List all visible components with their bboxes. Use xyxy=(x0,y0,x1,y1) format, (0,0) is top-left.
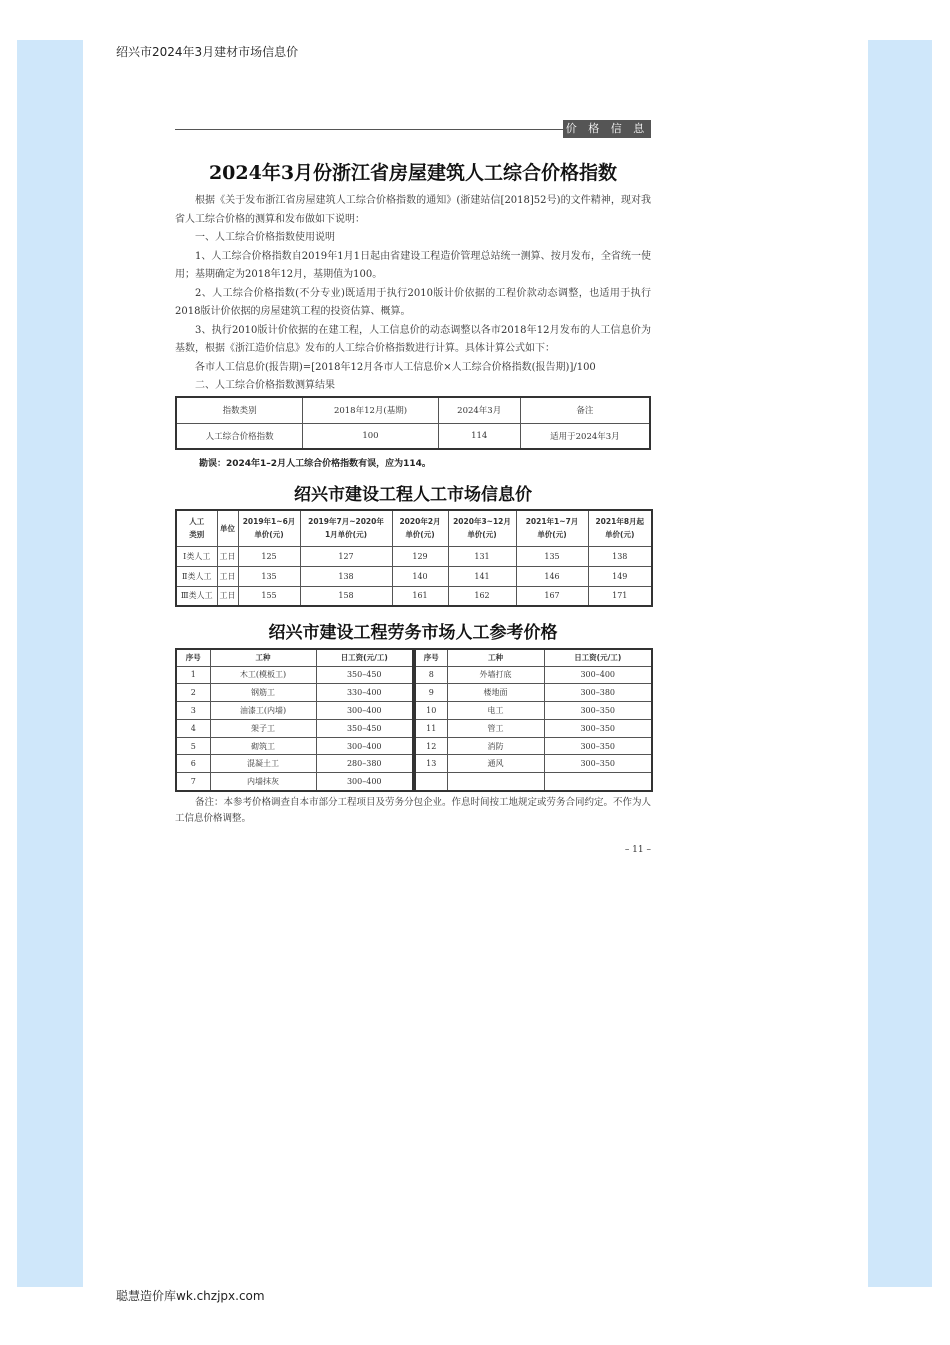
table-cell: 300–350 xyxy=(544,755,652,773)
table-cell: 135 xyxy=(238,566,300,586)
table-cell xyxy=(415,773,447,791)
table-header-cell: 单位 xyxy=(217,510,238,546)
table-row xyxy=(176,684,413,702)
table-cell: 141 xyxy=(448,566,516,586)
table-row xyxy=(176,702,413,720)
table-cell: 300–350 xyxy=(544,719,652,737)
table-cell: 300–350 xyxy=(544,702,652,720)
table-cell: 外墙打底 xyxy=(447,666,544,684)
table-row xyxy=(415,755,652,773)
table-cell: Ⅰ类人工 xyxy=(176,546,217,566)
table-cell: 管工 xyxy=(447,719,544,737)
table-header-cell: 序号 xyxy=(415,649,447,666)
table-cell: 125 xyxy=(238,546,300,566)
table-cell: 162 xyxy=(448,586,516,606)
table-cell: 10 xyxy=(415,702,447,720)
table-row xyxy=(415,773,652,791)
table-cell: 171 xyxy=(588,586,652,606)
table-cell: 8 xyxy=(415,666,447,684)
table-row xyxy=(176,423,650,449)
table-cell: 167 xyxy=(516,586,588,606)
table-cell: 138 xyxy=(588,546,652,566)
table-cell: 内墙抹灰 xyxy=(210,773,316,791)
reference-title: 绍兴市建设工程劳务市场人工参考价格 xyxy=(268,623,558,643)
right-margin-band xyxy=(868,40,932,1287)
table-header-row xyxy=(176,510,652,546)
table-cell: Ⅱ类人工 xyxy=(176,566,217,586)
formula-paragraph: 各市人工信息价(报告期)=[2018年12月各市人工信息价×人工综合价格指数(报告期)]/100 xyxy=(195,361,596,373)
table-row xyxy=(176,755,413,773)
page-number: – 11 – xyxy=(624,845,651,855)
table-cell: 146 xyxy=(516,566,588,586)
table-cell: 工日 xyxy=(217,566,238,586)
table-row xyxy=(415,666,652,684)
table-cell: 1 xyxy=(176,666,210,684)
table-header-cell: 工种 xyxy=(210,649,316,666)
table-row xyxy=(415,737,652,755)
table-cell: 通风 xyxy=(447,755,544,773)
table-cell: 131 xyxy=(448,546,516,566)
intro-paragraph: 根据《关于发布浙江省房屋建筑人工综合价格指数的通知》(浙建站信[2018]52号)的文件精神，现对我省人工综合价格的测算和发布做如下说明： xyxy=(175,195,651,225)
reference-table-left xyxy=(175,648,414,792)
table-cell: 6 xyxy=(176,755,210,773)
table-header-cell: 备注 xyxy=(520,397,650,423)
table-cell: 12 xyxy=(415,737,447,755)
table-header-cell: 2024年3月 xyxy=(438,397,520,423)
intro-paragraph: 3、执行2010版计价依据的在建工程，人工信息价的动态调整以各市2018年12月发布的人工信息价为基数，根据《浙江造价信息》发布的人工综合价格指数进行计算。具体计算公式如下： xyxy=(175,324,651,354)
table-cell: 4 xyxy=(176,719,210,737)
table-cell: 300–400 xyxy=(316,702,413,720)
table-row xyxy=(176,666,413,684)
table-cell: 161 xyxy=(392,586,448,606)
table-row xyxy=(176,546,652,566)
table-cell: 114 xyxy=(438,423,520,449)
table-cell: 135 xyxy=(516,546,588,566)
table-cell: 13 xyxy=(415,755,447,773)
table-cell: 280–380 xyxy=(316,755,413,773)
table-row xyxy=(415,719,652,737)
intro-paragraph: 1、人工综合价格指数自2019年1月1日起由省建设工程造价管理总站统一测算、按月发布，全省统一使用；基期确定为2018年12月，基期值为100。 xyxy=(175,250,651,280)
table-row xyxy=(176,773,413,791)
remark-note: 备注：本参考价格调查自本市部分工程项目及劳务分包企业。作息时间按工地规定或劳务合同约定。不作为人工信息价格调整。 xyxy=(175,797,652,824)
table-cell: 电工 xyxy=(447,702,544,720)
table-header-row xyxy=(415,649,652,666)
erratum-note: 勘误：2024年1–2月人工综合价格指数有误，应为114。 xyxy=(199,459,431,469)
table-cell: 140 xyxy=(392,566,448,586)
section-tab: 价 格 信 息 xyxy=(563,120,651,138)
reference-table-right xyxy=(414,648,653,792)
table-header-cell: 2019年7月~2020年 1月单价(元) xyxy=(300,510,392,546)
intro-paragraph: 2、人工综合价格指数(不分专业)既适用于执行2010版计价依据的工程价款动态调整，也适用于执行2018版计价依据的房屋建筑工程的投资估算、概算。 xyxy=(175,287,651,317)
table-cell: 300–380 xyxy=(544,684,652,702)
market-title: 绍兴市建设工程人工市场信息价 xyxy=(294,485,532,505)
intro-text xyxy=(175,192,651,396)
table-cell: 300–350 xyxy=(544,737,652,755)
table-cell: 330–400 xyxy=(316,684,413,702)
table-cell: 138 xyxy=(300,566,392,586)
table-cell: 人工综合价格指数 xyxy=(176,423,303,449)
table-cell: 适用于2024年3月 xyxy=(520,423,650,449)
table-header-cell: 指数类别 xyxy=(176,397,303,423)
table-cell: 木工(模板工) xyxy=(210,666,316,684)
table-header-row xyxy=(176,397,650,423)
table-cell: 消防 xyxy=(447,737,544,755)
table-cell: 129 xyxy=(392,546,448,566)
index-table xyxy=(175,396,651,450)
table-cell: 155 xyxy=(238,586,300,606)
table-cell: 127 xyxy=(300,546,392,566)
table-cell: 158 xyxy=(300,586,392,606)
intro-paragraph: 一、人工综合价格指数使用说明 xyxy=(195,232,335,243)
table-cell: Ⅲ类人工 xyxy=(176,586,217,606)
table-row xyxy=(176,737,413,755)
main-title: 2024年3月份浙江省房屋建筑人工综合价格指数 xyxy=(208,162,618,184)
table-cell: 11 xyxy=(415,719,447,737)
table-cell: 350–450 xyxy=(316,666,413,684)
table-cell: 350–450 xyxy=(316,719,413,737)
table-cell: 3 xyxy=(176,702,210,720)
table-cell: 300–400 xyxy=(544,666,652,684)
left-margin-band xyxy=(17,40,83,1287)
table-cell: 油漆工(内墙) xyxy=(210,702,316,720)
table-cell: 工日 xyxy=(217,546,238,566)
table-row xyxy=(176,586,652,606)
table-row xyxy=(415,684,652,702)
table-cell: 5 xyxy=(176,737,210,755)
table-header-cell: 2021年8月起 单价(元) xyxy=(588,510,652,546)
table-cell: 2 xyxy=(176,684,210,702)
table-row xyxy=(415,702,652,720)
table-header-cell: 2019年1~6月 单价(元) xyxy=(238,510,300,546)
table-cell: 混凝土工 xyxy=(210,755,316,773)
table-cell: 300–400 xyxy=(316,773,413,791)
market-price-table xyxy=(175,509,653,607)
table-cell: 300–400 xyxy=(316,737,413,755)
table-cell: 楼地面 xyxy=(447,684,544,702)
table-cell: 钢筋工 xyxy=(210,684,316,702)
table-header-cell: 2020年2月 单价(元) xyxy=(392,510,448,546)
table-cell: 架子工 xyxy=(210,719,316,737)
table-row xyxy=(176,719,413,737)
table-cell xyxy=(447,773,544,791)
section-rule xyxy=(175,129,563,130)
table-header-cell: 2018年12月(基期) xyxy=(303,397,438,423)
table-cell: 9 xyxy=(415,684,447,702)
table-cell xyxy=(544,773,652,791)
table-header-cell: 2020年3~12月 单价(元) xyxy=(448,510,516,546)
table-header-cell: 人工 类别 xyxy=(176,510,217,546)
table-cell: 100 xyxy=(303,423,438,449)
table-header-cell: 工种 xyxy=(447,649,544,666)
table-header-cell: 序号 xyxy=(176,649,210,666)
document-header: 绍兴市2024年3月建材市场信息价 xyxy=(116,45,299,59)
table-header-cell: 日工资(元/工) xyxy=(544,649,652,666)
table-cell: 149 xyxy=(588,566,652,586)
table-header-row xyxy=(176,649,413,666)
intro-paragraph: 二、人工综合价格指数测算结果 xyxy=(195,380,335,391)
table-header-cell: 2021年1~7月 单价(元) xyxy=(516,510,588,546)
document-footer: 聪慧造价库wk.chzjpx.com xyxy=(116,1289,265,1303)
table-cell: 7 xyxy=(176,773,210,791)
table-header-cell: 日工资(元/工) xyxy=(316,649,413,666)
table-cell: 工日 xyxy=(217,586,238,606)
table-row xyxy=(176,566,652,586)
table-cell: 砌筑工 xyxy=(210,737,316,755)
